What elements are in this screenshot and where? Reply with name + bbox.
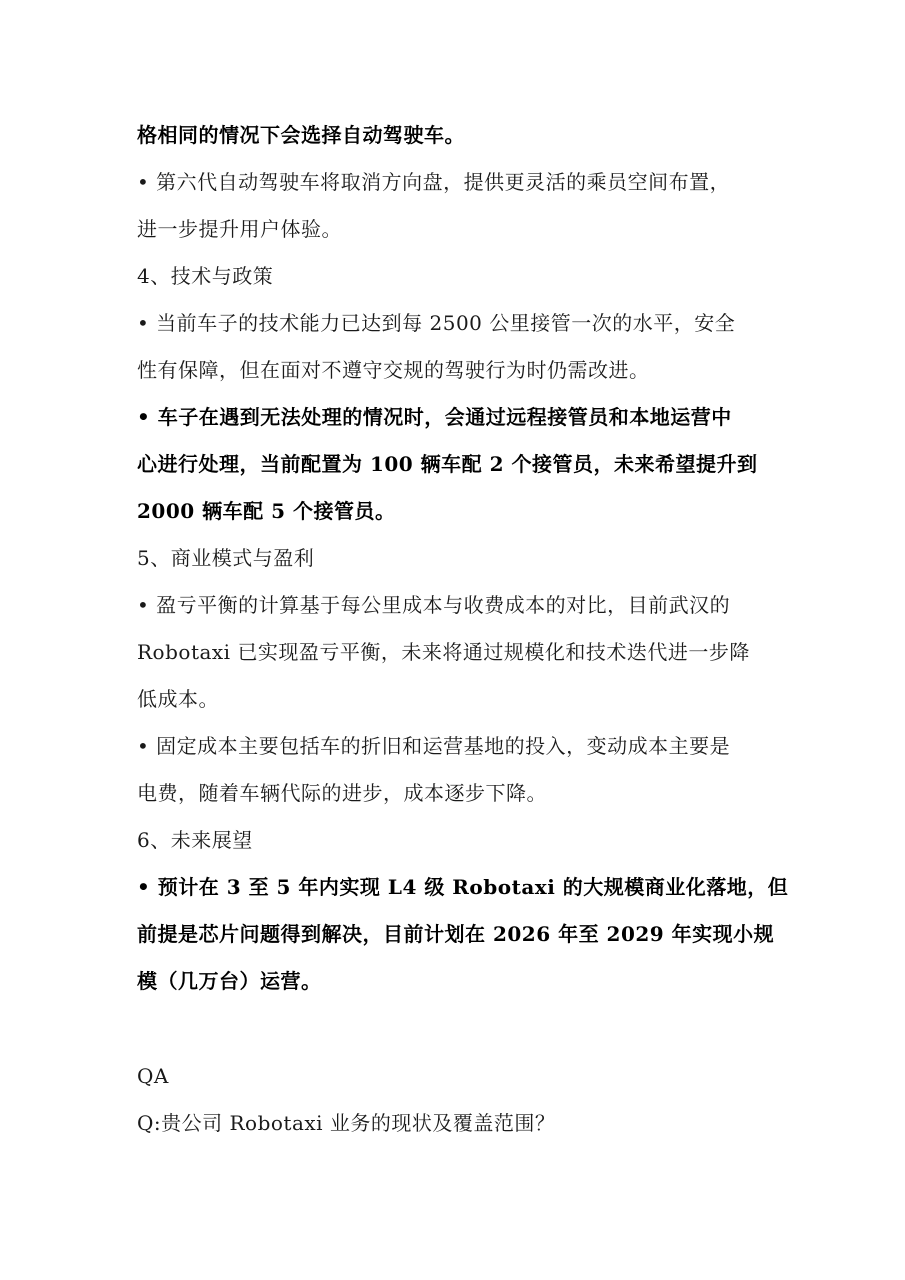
bullet-line: • 车子在遇到无法处理的情况时，会通过远程接管员和本地运营中: [137, 405, 732, 429]
section-heading: 4、技术与政策: [137, 264, 274, 288]
question-line: Q:贵公司 Robotaxi 业务的现状及覆盖范围？: [137, 1111, 556, 1135]
paragraph-line: 性有保障，但在面对不遵守交规的驾驶行为时仍需改进。: [137, 358, 650, 382]
bullet-line: • 固定成本主要包括车的折旧和运营基地的投入，变动成本主要是: [137, 734, 731, 758]
bullet-line: • 当前车子的技术能力已达到每 2500 公里接管一次的水平，安全: [137, 311, 736, 335]
bullet-line: • 盈亏平衡的计算基于每公里成本与收费成本的对比，目前武汉的: [137, 593, 731, 617]
document-page: [137, 112, 789, 1147]
qa-heading: QA: [137, 1064, 169, 1088]
bullet-line: • 第六代自动驾驶车将取消方向盘，提供更灵活的乘员空间布置，: [137, 170, 731, 194]
spacer: [137, 1005, 777, 1053]
paragraph-line: 格相同的情况下会选择自动驾驶车。: [137, 123, 465, 147]
paragraph-line: 低成本。: [137, 687, 219, 711]
section-heading: 6、未来展望: [137, 828, 253, 852]
section-heading: 5、商业模式与盈利: [137, 546, 315, 570]
paragraph-line: 电费，随着车辆代际的进步，成本逐步下降。: [137, 781, 547, 805]
paragraph-line: 模（几万台）运营。: [137, 969, 322, 993]
bullet-line: • 预计在 3 至 5 年内实现 L4 级 Robotaxi 的大规模商业化落地，但: [137, 875, 789, 899]
paragraph-line: 进一步提升用户体验。: [137, 217, 342, 241]
paragraph-line: 心进行处理，当前配置为 100 辆车配 2 个接管员，未来希望提升到: [137, 452, 758, 476]
paragraph-line: 2000 辆车配 5 个接管员。: [137, 499, 396, 523]
paragraph-line: Robotaxi 已实现盈亏平衡，未来将通过规模化和技术迭代进一步降: [137, 640, 750, 664]
paragraph-line: 前提是芯片问题得到解决，目前计划在 2026 年至 2029 年实现小规: [137, 922, 775, 946]
